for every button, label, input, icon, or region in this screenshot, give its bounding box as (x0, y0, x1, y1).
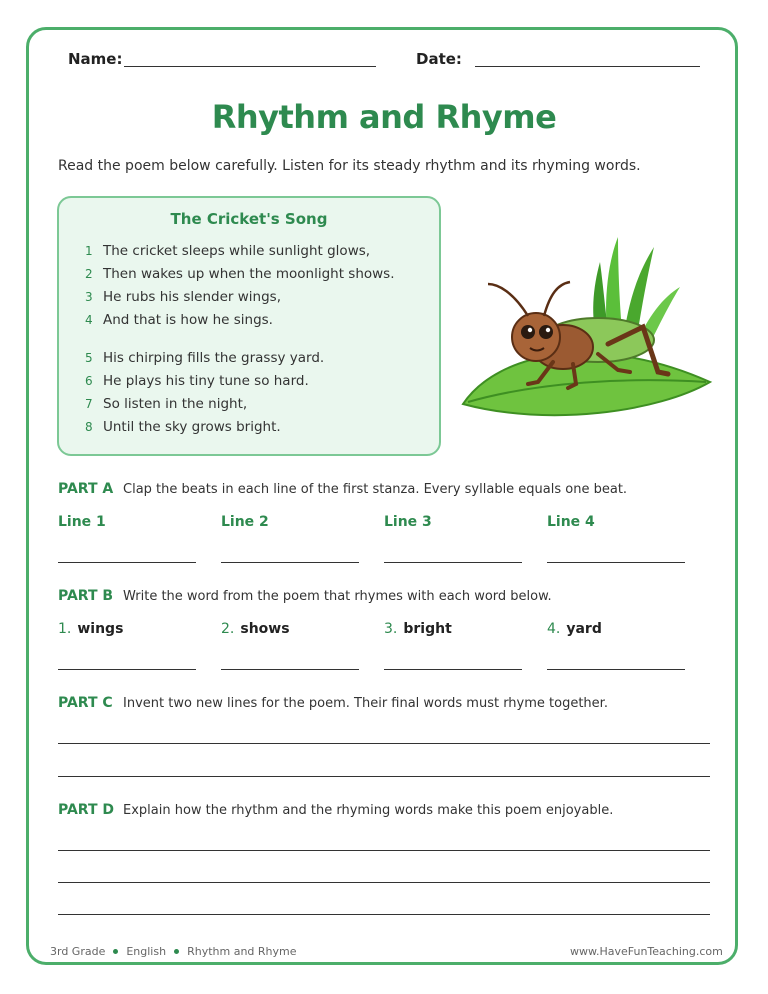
answer-line[interactable] (221, 669, 359, 670)
part-a-label: PART A (58, 481, 114, 497)
line-3-heading: Line 3 (384, 514, 432, 530)
poem-title: The Cricket's Song (170, 210, 328, 228)
bullet-icon (113, 949, 118, 954)
poem-line (85, 419, 281, 435)
line-2-heading: Line 2 (221, 514, 269, 530)
line-number: 7 (85, 397, 93, 411)
line-1-heading: Line 1 (58, 514, 106, 530)
cricket-illustration-icon (458, 232, 714, 422)
line-text: His chirping fills the grassy yard. (103, 350, 325, 366)
line-text: Until the sky grows bright. (103, 419, 281, 435)
line-4-heading: Line 4 (547, 514, 595, 530)
poem-line (85, 312, 273, 328)
line-text: And that is how he sings. (103, 312, 273, 328)
bullet-icon (174, 949, 179, 954)
line-text: He plays his tiny tune so hard. (103, 373, 309, 389)
date-label: Date: (416, 50, 462, 68)
answer-line[interactable] (58, 882, 710, 883)
rhyme-word-item (221, 621, 290, 637)
answer-line[interactable] (547, 669, 685, 670)
rhyme-word: yard (566, 621, 602, 637)
line-number: 6 (85, 374, 93, 388)
rhyme-word: shows (240, 621, 290, 637)
answer-line[interactable] (58, 914, 710, 915)
word-number: 3. (384, 621, 398, 637)
rhyme-word-item (547, 621, 602, 637)
word-number: 4. (547, 621, 561, 637)
line-text: So listen in the night, (103, 396, 248, 412)
line-number: 4 (85, 313, 93, 327)
line-number: 1 (85, 244, 93, 258)
page-title: Rhythm and Rhyme (211, 98, 557, 136)
poem-line (85, 289, 281, 305)
footer-subject: English (126, 945, 167, 958)
part-b-instructions: Write the word from the poem that rhymes with each word below. (123, 589, 552, 604)
footer-topic: Rhythm and Rhyme (187, 945, 297, 958)
part-a-instructions: Clap the beats in each line of the first stanza. Every syllable equals one beat. (123, 482, 628, 497)
word-number: 2. (221, 621, 235, 637)
word-number: 1. (58, 621, 72, 637)
answer-line[interactable] (384, 562, 522, 563)
rhyme-word: wings (77, 621, 124, 637)
footer-tags (50, 945, 297, 958)
date-field[interactable] (475, 66, 700, 67)
part-d-instructions: Explain how the rhythm and the rhyming words make this poem enjoyable. (123, 803, 614, 818)
answer-line[interactable] (384, 669, 522, 670)
poem-line (85, 396, 247, 412)
name-field[interactable] (124, 66, 376, 67)
answer-line[interactable] (58, 669, 196, 670)
line-text: Then wakes up when the moonlight shows. (103, 266, 395, 282)
poem-line (85, 266, 395, 282)
answer-line[interactable] (58, 776, 710, 777)
part-d-label: PART D (58, 802, 115, 818)
line-text: He rubs his slender wings, (103, 289, 281, 305)
footer-site-link[interactable]: www.HaveFunTeaching.com (570, 945, 723, 958)
line-number: 2 (85, 267, 93, 281)
poem-line (85, 373, 309, 389)
answer-line[interactable] (58, 850, 710, 851)
footer-grade: 3rd Grade (50, 945, 106, 958)
answer-line[interactable] (547, 562, 685, 563)
answer-line[interactable] (221, 562, 359, 563)
name-label: Name: (68, 50, 123, 68)
answer-line[interactable] (58, 743, 710, 744)
line-text: The cricket sleeps while sunlight glows, (103, 243, 371, 259)
poem-box (57, 196, 441, 456)
line-number: 5 (85, 351, 93, 365)
line-number: 3 (85, 290, 93, 304)
rhyme-word-item (58, 621, 123, 637)
line-number: 8 (85, 420, 93, 434)
rhyme-word: bright (403, 621, 452, 637)
part-c-label: PART C (58, 695, 113, 711)
poem-line (85, 350, 324, 366)
part-b-label: PART B (58, 588, 114, 604)
part-c-instructions: Invent two new lines for the poem. Their final words must rhyme together. (123, 696, 608, 711)
rhyme-word-item (384, 621, 452, 637)
instructions: Read the poem below carefully. Listen for its steady rhythm and its rhyming words. (58, 158, 641, 174)
poem-line (85, 243, 370, 259)
answer-line[interactable] (58, 562, 196, 563)
